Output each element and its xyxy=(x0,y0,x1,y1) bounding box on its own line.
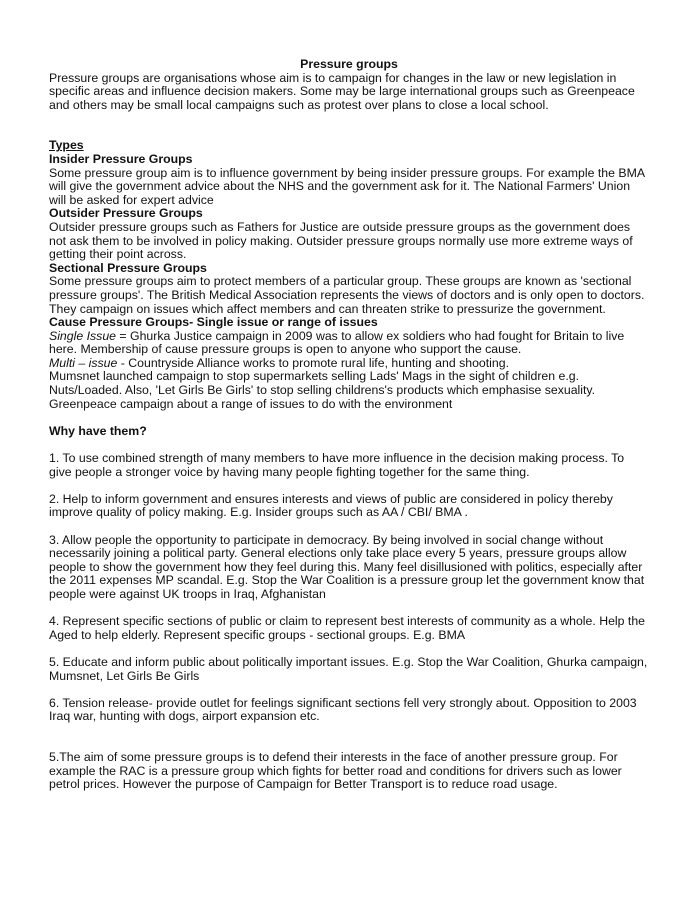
why-point-5: 5. Educate and inform public about politically important issues. E.g. Stop the War Coalition, Ghurka campaign, Mumsnet, Let Girls Be Girls xyxy=(49,654,648,683)
cause-multi-issue xyxy=(49,357,649,371)
insider-heading: Insider Pressure Groups xyxy=(49,151,193,166)
why-heading: Why have them? xyxy=(49,423,147,438)
types-heading: Types xyxy=(49,138,84,153)
single-issue-label: Single Issue xyxy=(49,328,116,343)
why-point-6: 6. Tension release- provide outlet for feelings significant sections fell very strongly about. Opposition to 2003 Iraq war, hunting with dogs, airport expansion etc. xyxy=(49,695,637,724)
outsider-heading: Outsider Pressure Groups xyxy=(49,206,203,221)
why-final-paragraph: 5.The aim of some pressure groups is to defend their interests in the face of another pressure group. For example the RAC is a pressure group which fights for better road and conditions for drivers such as lower petrol prices. However the purpose of Campaign for Better Transport is to reduce road usage. xyxy=(49,749,622,792)
greenpeace-paragraph: Greenpeace campaign about a range of issues to do with the environment xyxy=(49,396,453,411)
cause-single-issue xyxy=(49,330,649,357)
why-point-3: 3. Allow people the opportunity to participate in democracy. By being involved in social change without necessarily joining a political party. General elections only take place every 5 years, pressure groups allow people to show the government how they feel during this. Many feel disillusioned with politics, especially after the 2011 expenses MP scandal. E.g. Stop the War Coalition is a pressure group let the government know that people were against UK troops in Iraq, Afghanistan xyxy=(49,532,645,601)
outsider-body: Outsider pressure groups such as Fathers for Justice are outside pressure groups as the government does not ask them to be involved in policy making. Outsider pressure groups normally use more extreme ways of getting their point across. xyxy=(49,219,633,262)
why-point-1: 1. To use combined strength of many members to have more influence in the decision making process. To give people a stronger voice by having many people fighting together for the same thing. xyxy=(49,451,625,479)
document-title: Pressure groups xyxy=(300,57,398,71)
sectional-body: Some pressure groups aim to protect members of a particular group. These groups are known as 'sectional pressure groups'. The British Medical Association represents the views of doctors and is only open to doctors. They campaign on issues which affect members and can threaten strike to pressurize the government. xyxy=(49,274,645,316)
insider-body: Some pressure group aim is to influence government by being insider pressure groups. For example the BMA will give the government advice about the NHS and the government ask for it. The National Farmers' Union will be asked for expert advice xyxy=(49,165,645,207)
why-point-4: 4. Represent specific sections of public or claim to represent best interests of community as a whole. Help the Aged to help elderly. Represent specific groups - sectional groups. E.g. BMA xyxy=(49,614,645,642)
cause-heading: Cause Pressure Groups- Single issue or range of issues xyxy=(49,315,378,330)
sectional-heading: Sectional Pressure Groups xyxy=(49,260,207,275)
document-page xyxy=(49,58,649,792)
single-issue-body: = Ghurka Justice campaign in 2009 was to allow ex soldiers who had fought for Britain to live here. Membership of cause pressure groups is open to anyone who support the cause. xyxy=(49,328,625,357)
multi-issue-label: Multi – issue xyxy=(49,355,118,370)
intro-paragraph: Pressure groups are organisations whose aim is to campaign for changes in the law or new legislation in specific areas and influence decision makers. Some may be large international groups such as Greenpeace and others may be small local campaigns such as protest over plans to close a local school. xyxy=(49,70,635,112)
mumsnet-paragraph: Mumsnet launched campaign to stop supermarkets selling Lads' Mags in the sight of children e.g. Nuts/Loaded. Also, 'Let Girls Be Girls' to stop selling childrens's products which emphasise sexuality. xyxy=(49,369,596,398)
why-point-2: 2. Help to inform government and ensures interests and views of public are considered in policy thereby improve quality of policy making. E.g. Insider groups such as AA / CBI/ BMA . xyxy=(49,491,613,520)
multi-issue-body: - Countryside Alliance works to promote rural life, hunting and shooting. xyxy=(117,355,510,370)
